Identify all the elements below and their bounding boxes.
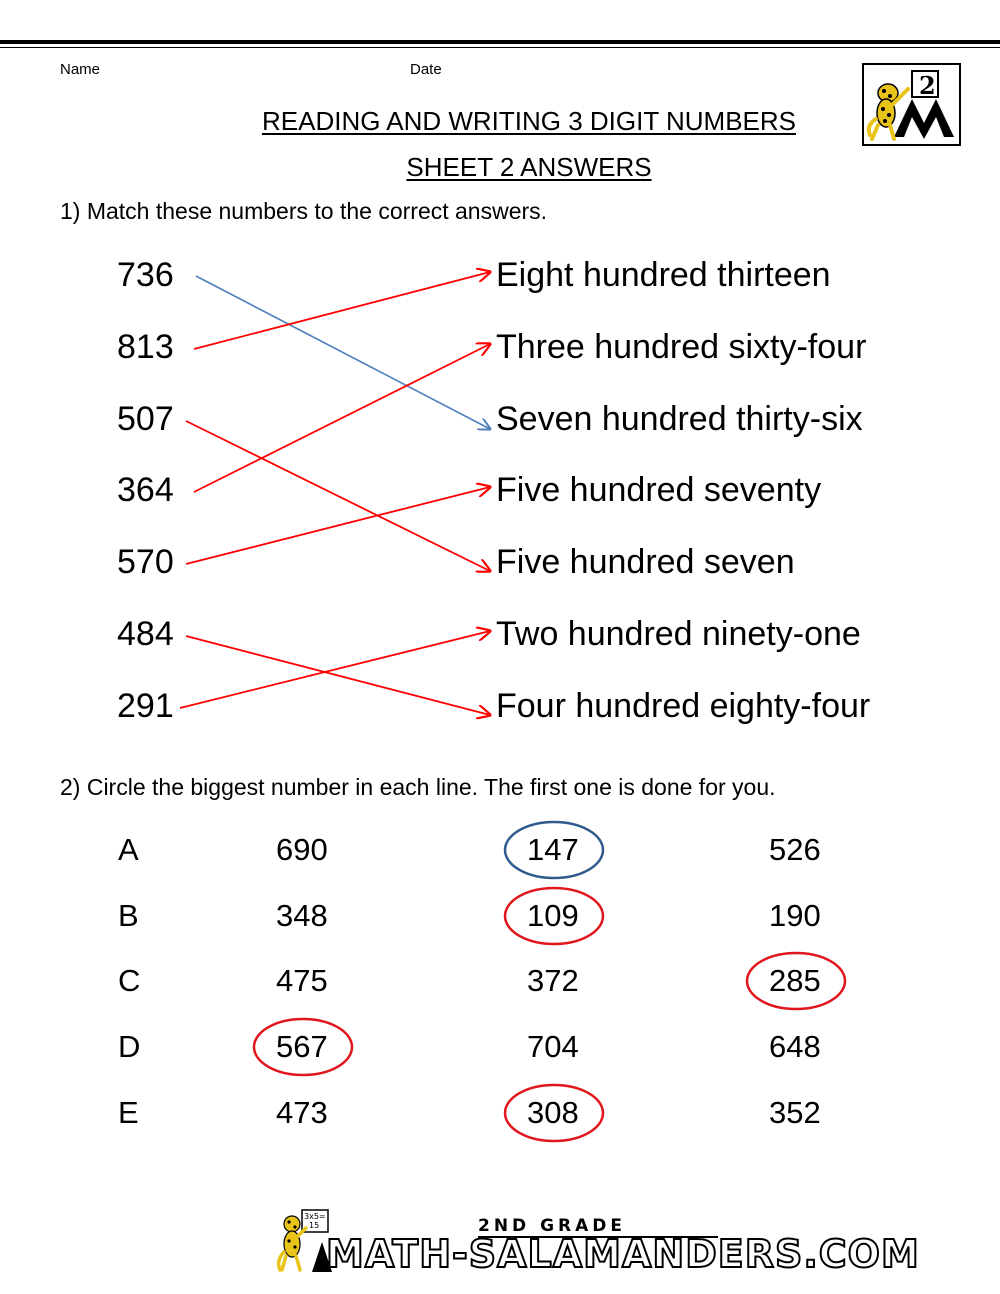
answer-arrow xyxy=(194,272,490,349)
footer-chalkboard-text-1: 3x5= xyxy=(304,1212,326,1221)
answer-arrow xyxy=(186,421,490,571)
row-number: 308 xyxy=(527,1095,579,1130)
match-word: Five hundred seventy xyxy=(496,471,822,509)
answer-arrow xyxy=(186,487,490,564)
section1-instruction: 1) Match these numbers to the correct answers. xyxy=(60,198,548,224)
row-letter: A xyxy=(118,832,139,867)
match-number: 570 xyxy=(117,543,174,581)
row-number: 475 xyxy=(276,963,328,998)
row-number: 147 xyxy=(527,832,579,867)
row-number: 648 xyxy=(769,1029,821,1064)
row-letter: B xyxy=(118,898,139,933)
row-letter: C xyxy=(118,963,141,998)
row-letter: E xyxy=(118,1095,139,1130)
example-arrow xyxy=(196,276,490,429)
row-number: 690 xyxy=(276,832,328,867)
row-number: 526 xyxy=(769,832,821,867)
match-word: Four hundred eighty-four xyxy=(496,687,871,725)
logo-digit: 2 xyxy=(919,71,936,100)
row-number: 190 xyxy=(769,898,821,933)
match-word: Seven hundred thirty-six xyxy=(496,400,863,438)
row-number: 704 xyxy=(527,1029,579,1064)
match-word: Eight hundred thirteen xyxy=(496,256,831,294)
row-number: 348 xyxy=(276,898,328,933)
answer-arrow xyxy=(180,631,490,708)
match-number: 291 xyxy=(117,687,174,725)
answer-arrow xyxy=(186,636,490,715)
row-number: 352 xyxy=(769,1095,821,1130)
match-number: 813 xyxy=(117,328,174,366)
row-number: 473 xyxy=(276,1095,328,1130)
row-number: 567 xyxy=(276,1029,328,1064)
row-letter: D xyxy=(118,1029,141,1064)
match-number: 736 xyxy=(117,256,174,294)
page-title: READING AND WRITING 3 DIGIT NUMBERS xyxy=(261,106,796,136)
match-number: 507 xyxy=(117,400,174,438)
row-number: 285 xyxy=(769,963,821,998)
row-number: 109 xyxy=(527,898,579,933)
page-subtitle: SHEET 2 ANSWERS xyxy=(406,152,652,182)
date-label: Date xyxy=(410,61,442,78)
row-number: 372 xyxy=(527,963,579,998)
name-label: Name xyxy=(60,61,101,78)
footer-grade-label: 2ND GRADE xyxy=(478,1216,627,1236)
match-word: Three hundred sixty-four xyxy=(496,328,867,366)
match-word: Five hundred seven xyxy=(496,543,795,581)
footer-site-name: MATH-SALAMANDERS.COM xyxy=(326,1232,920,1276)
footer-chalkboard-text-2: 15 xyxy=(309,1221,320,1230)
answer-arrow xyxy=(194,344,490,492)
section2-instruction: 2) Circle the biggest number in each line. The first one is done for you. xyxy=(60,774,776,800)
match-number: 364 xyxy=(117,471,174,509)
match-word: Two hundred ninety-one xyxy=(496,615,861,653)
match-number: 484 xyxy=(117,615,174,653)
